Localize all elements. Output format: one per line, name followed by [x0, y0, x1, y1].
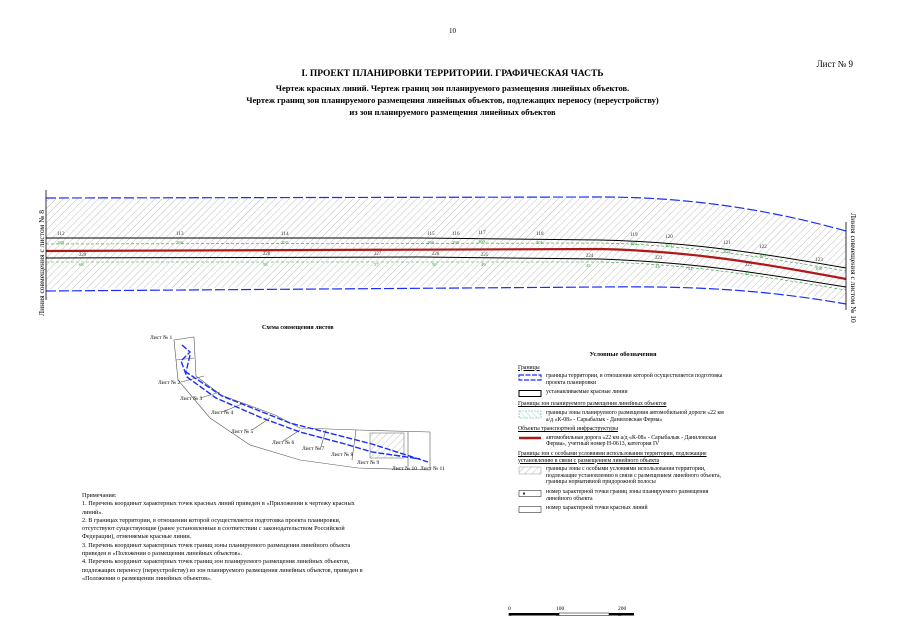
redline-point-label: 119	[630, 232, 638, 238]
subtitle-line: Чертеж красных линий. Чертеж границ зон планируемого размещения линейных объектов.	[275, 83, 630, 93]
redline-point-label: 115	[427, 231, 435, 237]
road-point-label: 225	[481, 253, 489, 258]
scheme-sheet-label: Лист № 1	[150, 335, 173, 341]
road-point-label: 227	[374, 252, 382, 257]
page-title: I. ПРОЕКТ ПЛАНИРОВКИ ТЕРРИТОРИИ. ГРАФИЧЕСКАЯ ЧАСТЬ	[301, 69, 604, 79]
legend-group-heading: Границы зон с особыми условиями использования территории, подлежащие установлению в связи с размещением линейного объекта	[518, 450, 707, 464]
zone-point-label: 298	[427, 240, 434, 245]
legend-item-text: устанавливаемые красные линии	[546, 389, 628, 396]
black-box-icon	[518, 389, 542, 398]
scheme-title: Схема совмещения листов	[262, 325, 334, 331]
diag-hatch-icon	[518, 466, 542, 475]
legend-item-text: границы зоны планируемого размещения автомобильной дороги «22 км а/д «К-08» - Сарыбалык - Даниловская Ферма»	[546, 409, 724, 423]
road-point-label: 222	[745, 263, 753, 268]
zone-point-label: 302	[630, 241, 637, 246]
subtitle-line: Чертеж границ зон планируемого размещения линейных объектов, подлежащих переносу (переустройству)	[246, 95, 659, 105]
legend-item-text: автомобильная дорога «22 км а/д «К-08» - Сарыбалык - Даниловская Ферма», учетный номер Н-0613, категория IV	[546, 434, 717, 448]
zone-point-label: 304	[723, 249, 730, 254]
scale-label: 0 м	[508, 606, 512, 618]
redline-point-label: 112	[57, 231, 65, 237]
scale-label: 100 м	[556, 606, 565, 618]
hatch-box-icon	[518, 410, 542, 419]
zone-point-label: 301	[536, 240, 543, 245]
blue-dash-line-icon	[518, 373, 542, 382]
redline-point-label: 114	[281, 231, 289, 237]
zone-point-label: 41	[745, 271, 750, 276]
redline-point-label: 118	[536, 231, 544, 237]
legend-item-text: границы территории, в отношении которой осуществляется подготовка проекта планировки	[546, 373, 723, 386]
scheme-sheet-label: Лист № 4	[211, 410, 234, 416]
scale-label: 200 м	[618, 606, 627, 618]
road-point-label: 228	[263, 252, 271, 257]
redline-point-label: 116	[452, 231, 460, 237]
redline-point-label: 113	[176, 231, 184, 237]
match-line-left-label: Линия совмещения с листом № 8	[37, 210, 46, 316]
road-point-label: 223	[655, 256, 663, 261]
zone-point-label: 58	[263, 262, 268, 267]
redline-point-label: 123	[815, 257, 823, 263]
legend-item	[518, 410, 728, 423]
note-item: 1. Перечень координат характерных точек красных линий приведен в «Приложении к чертежу красных линий».	[82, 500, 355, 516]
zone-point-label: 303	[665, 243, 672, 248]
zone-point-label: 49	[481, 262, 486, 267]
zone-point-label: 300	[478, 239, 485, 244]
territory-boundary-bottom	[46, 287, 846, 304]
zone-point-label: 299	[452, 240, 459, 245]
zone-point-label: 57	[374, 262, 379, 267]
scheme-sheet-label: Лист № 11	[420, 466, 445, 472]
sheet-label: Лист № 9	[816, 59, 853, 69]
scheme-sheet-label: Лист № 10	[392, 466, 418, 472]
point-box-icon	[518, 489, 542, 498]
redline-point-label: 122	[759, 244, 767, 250]
scheme-sheet-label: Лист № 3	[180, 396, 203, 402]
legend-item-text: номер характерной точки границ зоны планируемого размещения линейного объекта	[546, 488, 709, 502]
zone-point-label: 42	[688, 266, 693, 271]
legend-group-heading: Объекты транспортной инфраструктуры	[518, 426, 619, 433]
notes-block	[82, 492, 372, 583]
zone-point-label: 290	[176, 240, 183, 245]
scheme-sheet-label: Лист № 6	[272, 440, 295, 446]
redline-point-label: 117	[478, 230, 486, 236]
legend-title: Условные обозначения	[589, 351, 657, 358]
legend-item-text: границы зоны с особыми условиями использования территории, подлежащие установлению в связи с размещением линейного объекта, границы нормативной придорожной полосы	[546, 466, 721, 486]
notes-heading: Примечания:	[82, 492, 117, 499]
road-point-label: 229	[79, 253, 87, 258]
legend-group-heading: Границы зон планируемого размещения линейных объектов	[518, 401, 667, 408]
red-line-icon	[518, 435, 542, 444]
redline-point-label: 121	[723, 240, 731, 246]
zone-point-label: 50	[432, 262, 437, 267]
subtitle-line: из зон планируемого размещения линейных объектов	[349, 107, 556, 117]
zone-point-label: 306	[815, 266, 822, 271]
legend-item	[518, 435, 728, 448]
zone-point-label: 297	[281, 240, 288, 245]
redline-point-label: 120	[665, 234, 673, 240]
page-number: 10	[449, 27, 456, 35]
zone-point-label: 305	[759, 253, 766, 258]
scheme-sheet-label: Лист № 5	[231, 429, 254, 435]
match-line-right-label: Линия совмещения с листом № 10	[849, 213, 858, 323]
scheme-sheet-label: Лист № 9	[357, 460, 380, 466]
legend-item	[518, 373, 728, 386]
redline-point-icon	[518, 505, 542, 514]
zone-point-label: 289	[57, 240, 64, 245]
legend-item	[518, 389, 728, 398]
legend-item-text: номер характерной точки красных линий	[546, 505, 648, 512]
note-item: 2. В границах территории, в отношении которой осуществляется подготовка проекта планировки, отсутствуют существующие (ранее установленные в соответствии с законодательством Российской Федерации), отменяемые красные линии.	[82, 516, 345, 541]
note-item: 3. Перечень координат характерных точек границ зоны планируемого размещения линейного объекта приведен в «Положении о размещении линейных объектов».	[82, 541, 351, 558]
zone-point-label: 45	[586, 263, 591, 268]
legend-group-heading: Границы	[518, 364, 540, 371]
scheme-sheet-label: Лист № 8	[331, 452, 354, 458]
note-item: 4. Перечень координат характерных точек границ зон планируемого размещения линейных объектов, подлежащих переносу (переустройству) из зон планируемого размещения линейных объектов, приведен в «Положении о размещении линейных объектов».	[82, 558, 363, 582]
legend-item	[518, 489, 728, 502]
scheme-sheet-label: Лист № 2	[158, 380, 181, 386]
legend-item	[518, 505, 728, 514]
zone-point-label: 43	[655, 264, 660, 269]
scheme-sheet-label: Лист № 7	[302, 446, 325, 452]
road-point-label: 226	[432, 252, 440, 257]
zone-point-label: 68	[79, 262, 84, 267]
road-point-label: 224	[586, 254, 594, 259]
legend	[518, 352, 728, 517]
legend-item	[518, 466, 728, 486]
